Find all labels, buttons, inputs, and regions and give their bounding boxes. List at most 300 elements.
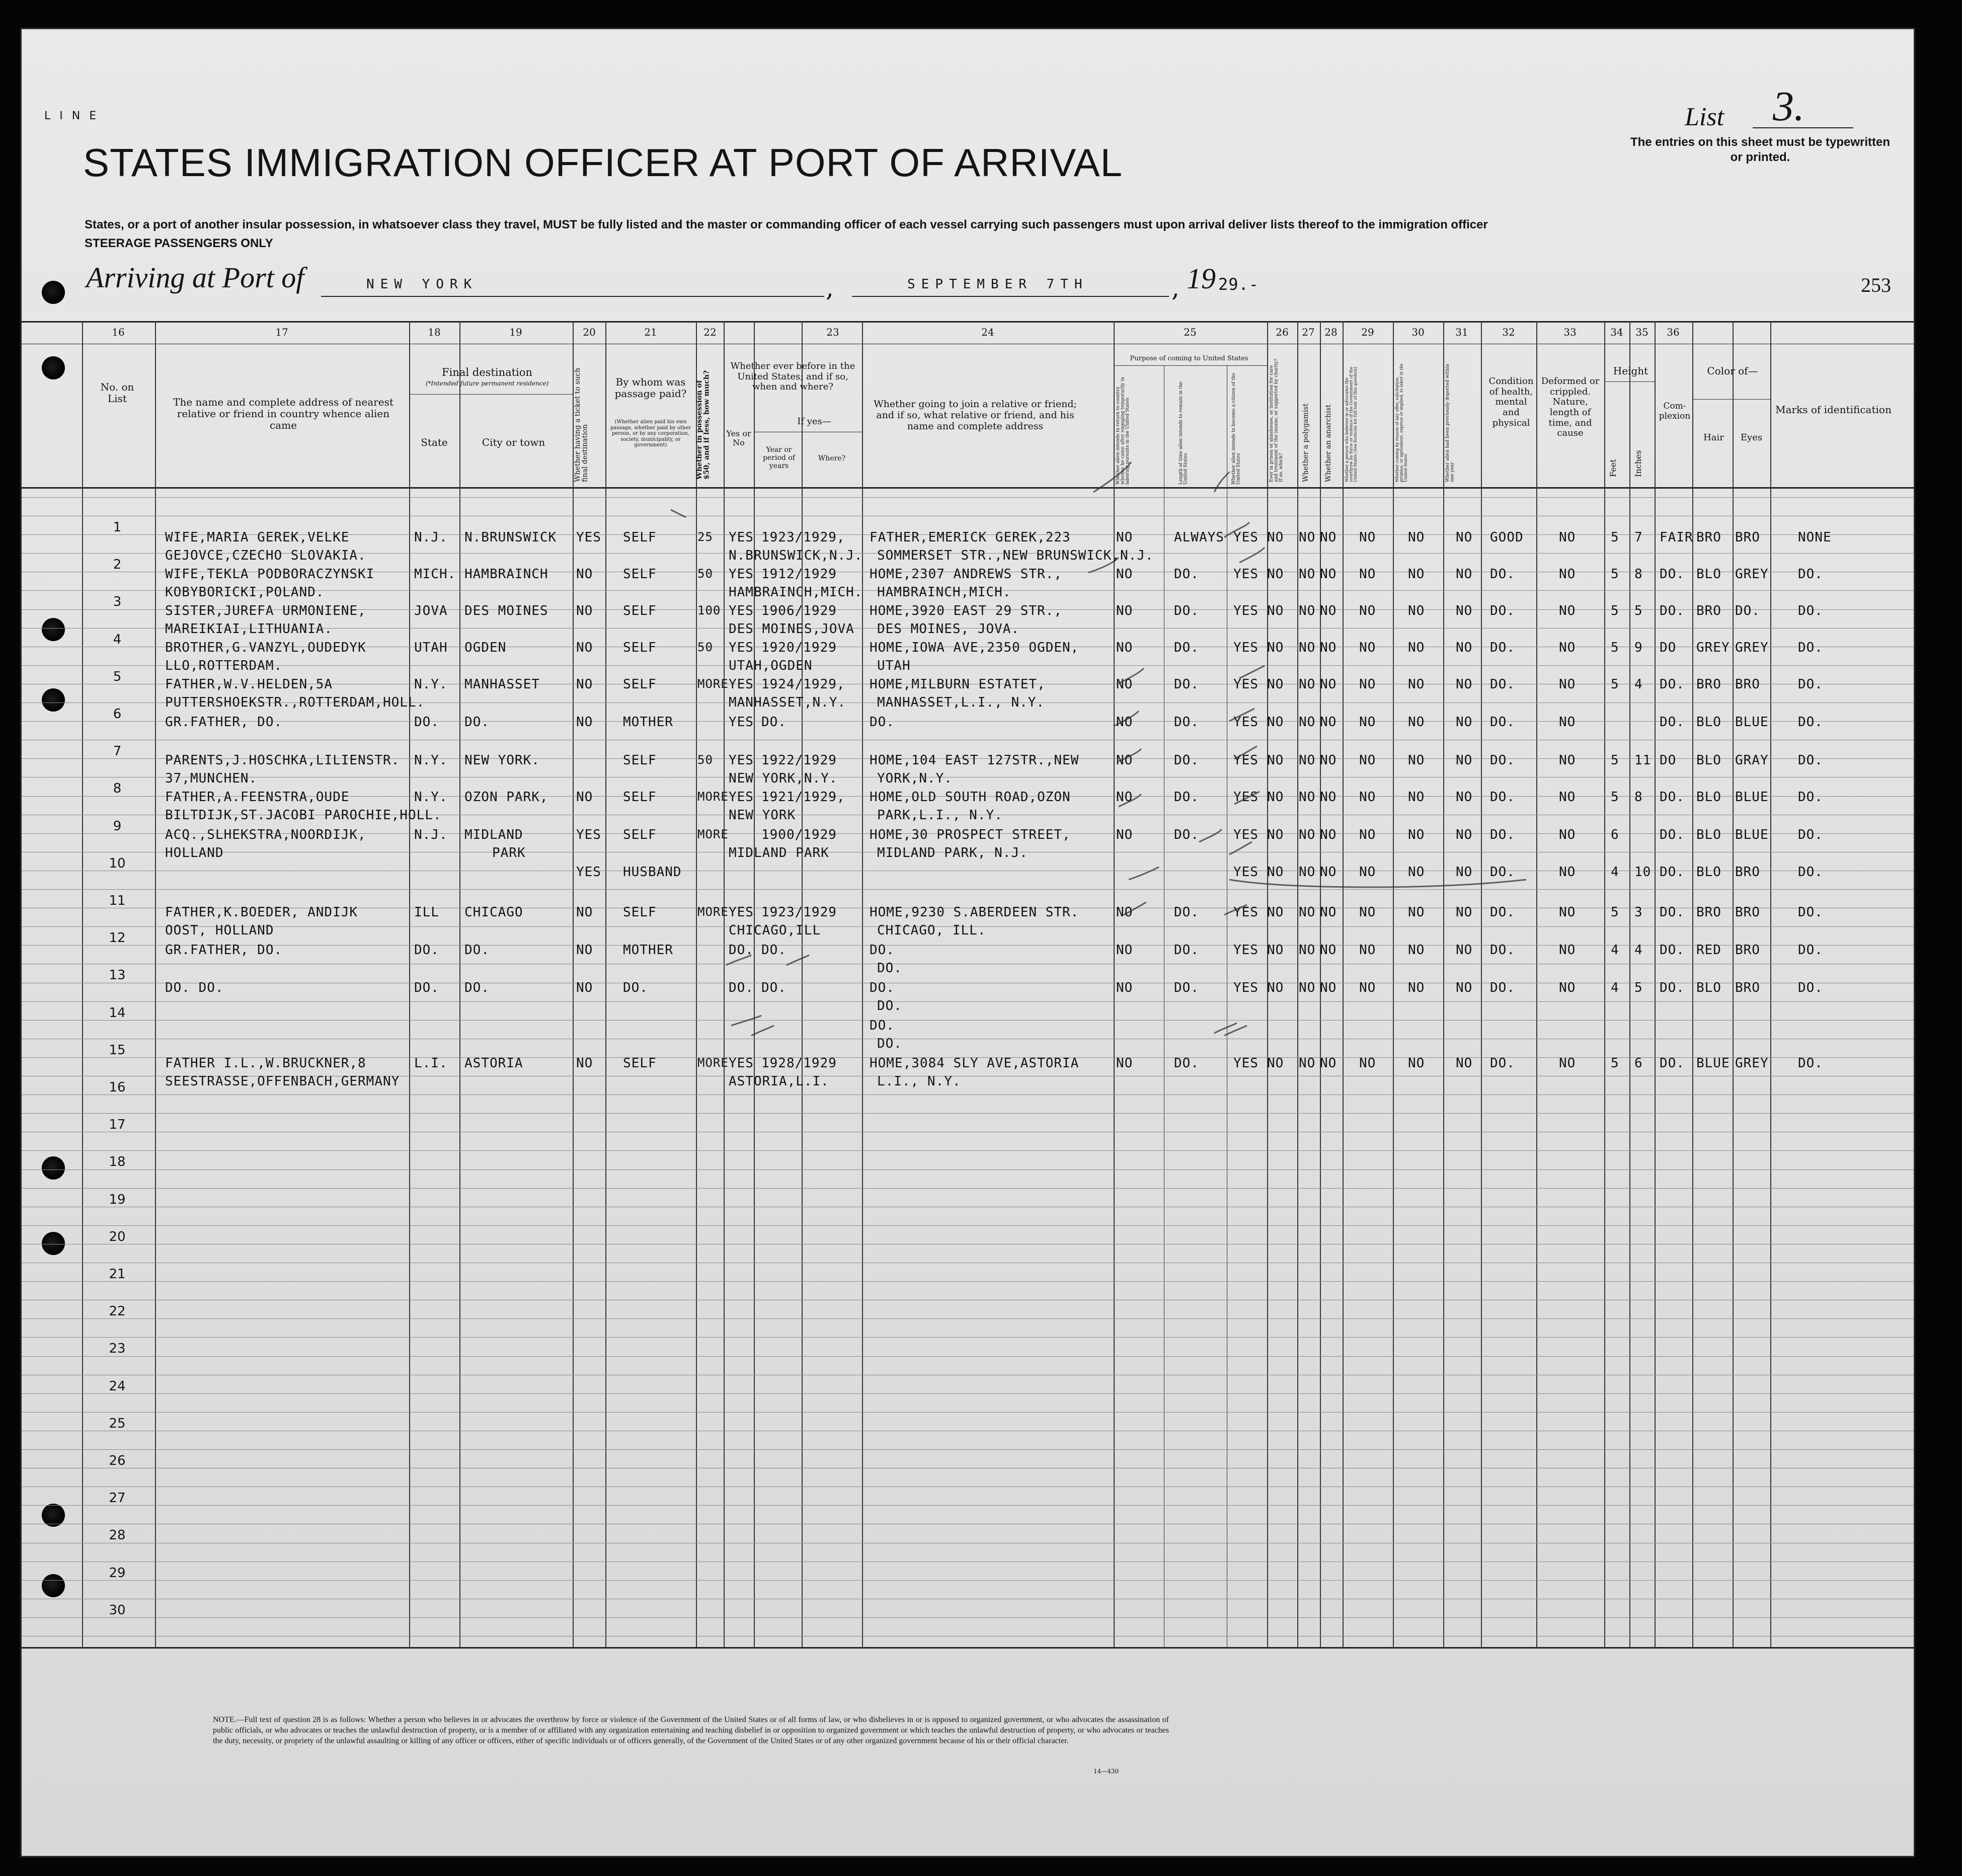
ever-before-value: DO. [729, 980, 754, 995]
destination-city: DO. [464, 943, 490, 958]
destination-city: N.BRUNSWICK [464, 530, 557, 545]
citizen-value: YES [1233, 715, 1259, 730]
column-number: 19 [509, 326, 522, 338]
header-final-destination: Final destination [442, 366, 532, 378]
health-value: DO. [1490, 1056, 1515, 1071]
q29-value: NO [1408, 530, 1425, 545]
deported-value: NO [1456, 790, 1473, 805]
relative-address: SISTER,JUREFA URMONIENE, [165, 603, 366, 618]
joining-value: HOME,2307 ANDREWS STR., [870, 567, 1063, 582]
anarchist-value: NO [1320, 567, 1337, 582]
citizen-value: YES [1233, 1056, 1259, 1071]
destination-city-cont: PARK [492, 845, 526, 861]
row-number: 4 [113, 632, 122, 647]
years-value: DO. [761, 943, 787, 958]
height-inches: 9 [1634, 640, 1643, 655]
destination-city: CHICAGO [464, 905, 523, 920]
row-number: 2 [113, 557, 122, 573]
deported-value: NO [1456, 715, 1473, 730]
joining-value-cont: DO. [877, 961, 902, 976]
deformed-value: NO [1559, 980, 1576, 995]
money-value: 50 [697, 640, 713, 654]
q28-value: NO [1359, 715, 1376, 730]
anarchist-value: NO [1320, 603, 1337, 618]
height-inches: 7 [1634, 530, 1643, 545]
eyes-value: GREY [1735, 1056, 1769, 1071]
header-paid-by: By whom was passage paid? [614, 376, 687, 400]
hair-value: BRO [1696, 905, 1721, 920]
eyes-value: BRO [1735, 677, 1760, 692]
row-number: 15 [109, 1042, 126, 1058]
return-value: NO [1116, 715, 1133, 730]
destination-state: JOVA [414, 603, 448, 618]
column-number: 24 [981, 326, 994, 338]
column-number: 25 [1184, 326, 1197, 338]
height-feet: 4 [1611, 865, 1619, 880]
polygamist-value: NO [1299, 530, 1316, 545]
ticket-value: YES [576, 530, 601, 545]
marks-value: DO. [1798, 905, 1823, 920]
comma: , [1171, 273, 1180, 302]
q29-value: NO [1408, 905, 1425, 920]
length-value: DO. [1174, 677, 1199, 692]
length-value: DO. [1174, 905, 1199, 920]
destination-state: MICH. [414, 567, 456, 582]
hair-value: BLO [1696, 865, 1721, 880]
paid-by-value: HUSBAND [623, 865, 682, 880]
citizen-value: YES [1233, 980, 1259, 995]
deported-value: NO [1456, 640, 1473, 655]
relative-address: FATHER,W.V.HELDEN,5A [165, 677, 333, 692]
return-value: NO [1116, 790, 1133, 805]
joining-value: FATHER,EMERICK GEREK,223 [870, 530, 1071, 545]
joining-value: HOME,9230 S.ABERDEEN STR. [870, 905, 1079, 920]
prison-value: NO [1267, 567, 1284, 582]
destination-city: OGDEN [464, 640, 507, 655]
eyes-value: GREY [1735, 567, 1769, 582]
joining-value-cont: MANHASSET,L.I., N.Y. [877, 695, 1045, 710]
money-value: 25 [697, 530, 713, 544]
return-value: NO [1116, 905, 1133, 920]
complexion-value: DO. [1660, 677, 1685, 692]
eyes-value: BRO [1735, 865, 1760, 880]
money-value: 50 [697, 567, 713, 581]
complexion-value: DO. [1660, 865, 1685, 880]
row-number: 8 [113, 781, 122, 797]
prison-value: NO [1267, 827, 1284, 842]
ever-before-value: YES [729, 790, 754, 805]
column-number: 17 [275, 326, 288, 338]
row-number: 12 [109, 930, 126, 946]
where-value: CHICAGO,ILL [729, 923, 821, 938]
q28-value: NO [1359, 1056, 1376, 1071]
destination-city: DO. [464, 715, 490, 730]
height-feet: 5 [1611, 603, 1619, 618]
anarchist-value: NO [1320, 677, 1337, 692]
destination-state: N.Y. [414, 677, 448, 692]
footnote: NOTE.—Full text of question 28 is as follows: Whether a person who believes in or advocates the overthrow by force or violence of the Government of the United States or of all forms of law, or who disbelieves in or is opposed to organized government, or who advocates the assassination of public officials, or who advocates or teaches the unlawful destruction of property, or is a member of or affiliated with any organization entertaining and teaching disbelief in or opposition to organized government or which teaches the unlawful destruction of property, or who advocates or teaches the duty, necessity, or propriety of the unlawful assaulting or killing of any officer or officers, either of specific individuals or of officers generally, of the Government of the United States or of any other organized government because of his or their official character. [213, 1715, 1169, 1745]
ever-before-value: YES [729, 905, 754, 920]
q28-value: NO [1359, 943, 1376, 958]
q29-value: NO [1408, 943, 1425, 958]
return-value: NO [1116, 530, 1133, 545]
prison-value: NO [1267, 753, 1284, 768]
ticket-value: NO [576, 567, 593, 582]
complexion-value: FAIR [1660, 530, 1693, 545]
header-health: Condition of health, mental and physical [1488, 376, 1534, 428]
money-value: 50 [697, 753, 713, 767]
column-number: 35 [1635, 326, 1649, 338]
destination-city: HAMBRAINCH [464, 567, 548, 582]
q29-value: NO [1408, 790, 1425, 805]
row-number: 1 [113, 520, 122, 535]
destination-state: N.J. [414, 530, 448, 545]
joining-value-cont: DES MOINES, JOVA. [877, 621, 1020, 637]
header-purpose-citizen: Whether alien intends to become a citizen of the United States [1231, 373, 1241, 485]
marks-value: DO. [1798, 943, 1823, 958]
hair-value: BLUE [1696, 1056, 1730, 1071]
header-inches: Inches [1633, 450, 1643, 477]
deported-value: NO [1456, 603, 1473, 618]
citizen-value: YES [1233, 943, 1259, 958]
length-value: DO. [1174, 980, 1199, 995]
q29-value: NO [1408, 865, 1425, 880]
deformed-value: NO [1559, 943, 1576, 958]
return-value: NO [1116, 980, 1133, 995]
anarchist-value: NO [1320, 943, 1337, 958]
return-value: NO [1116, 943, 1133, 958]
height-feet: 5 [1611, 905, 1619, 920]
marks-value: DO. [1798, 567, 1823, 582]
anarchist-value: NO [1320, 865, 1337, 880]
column-number: 26 [1276, 326, 1289, 338]
length-value: DO. [1174, 943, 1199, 958]
money-value: MORE [697, 1056, 729, 1070]
header-ticket: Whether having a ticket to such final destination [574, 367, 589, 482]
where-value: N.BRUNSWICK,N.J. [729, 548, 863, 563]
row-number: 17 [109, 1117, 126, 1133]
list-label: List [1685, 103, 1724, 131]
relative-address: ACQ.,SLHEKSTRA,NOORDIJK, [165, 827, 366, 842]
q28-value: NO [1359, 980, 1376, 995]
health-value: DO. [1490, 905, 1515, 920]
ticket-value: NO [576, 640, 593, 655]
where-value: NEW YORK [729, 808, 796, 823]
polygamist-value: NO [1299, 943, 1316, 958]
q29-value: NO [1408, 567, 1425, 582]
height-inches: 8 [1634, 790, 1643, 805]
joining-value: DO. [870, 980, 895, 995]
form-title: STATES IMMIGRATION OFFICER AT PORT OF ARRIVAL [83, 140, 1123, 185]
money-value: MORE [697, 905, 729, 919]
relative-address: FATHER,A.FEENSTRA,OUDE [165, 790, 350, 805]
paid-by-value: SELF [623, 905, 657, 920]
deported-value: NO [1456, 943, 1473, 958]
q28-value: NO [1359, 603, 1376, 618]
header-year: Year or period of years [763, 446, 795, 471]
row-number: 10 [109, 855, 126, 871]
money-value: MORE [697, 677, 729, 691]
deported-value: NO [1456, 865, 1473, 880]
destination-city: DES MOINES [464, 603, 548, 618]
header-polygamist: Whether a polygamist [1302, 403, 1310, 482]
paid-by-value: MOTHER [623, 943, 673, 958]
complexion-value: DO. [1660, 827, 1685, 842]
destination-city: MANHASSET [464, 677, 540, 692]
column-number: 22 [703, 326, 717, 338]
q29-value: NO [1408, 603, 1425, 618]
deformed-value: NO [1559, 753, 1576, 768]
prison-value: NO [1267, 603, 1284, 618]
destination-city: DO. [464, 980, 490, 995]
destination-state: L.I. [414, 1056, 448, 1071]
destination-state: UTAH [414, 640, 448, 655]
polygamist-value: NO [1299, 865, 1316, 880]
height-feet: 5 [1611, 677, 1619, 692]
length-value: DO. [1174, 753, 1199, 768]
paid-by-value: SELF [623, 827, 657, 842]
length-value: DO. [1174, 1056, 1199, 1071]
row-number: 14 [109, 1005, 126, 1021]
relative-address-cont: KOBYBORICKI,POLAND. [165, 585, 325, 600]
years-value: 1924/1929, [761, 677, 845, 692]
column-number: 27 [1302, 326, 1315, 338]
where-value: UTAH,OGDEN [729, 658, 813, 673]
length-value: DO. [1174, 715, 1199, 730]
where-value: NEW YORK,N.Y. [729, 771, 838, 786]
row-number: 27 [109, 1491, 126, 1506]
citizen-value: YES [1233, 677, 1259, 692]
joining-value-cont: YORK,N.Y. [877, 771, 953, 786]
deformed-value: NO [1559, 677, 1576, 692]
joining-value: HOME,30 PROSPECT STREET, [870, 827, 1071, 842]
relative-address: GR.FATHER, DO. [165, 715, 283, 730]
header-purpose-return: Whether alien intends to return to country whence he came after engaging temporarily in laboring pursuits in the United States [1116, 376, 1130, 485]
year-suffix: 29.- [1218, 275, 1260, 294]
polygamist-value: NO [1299, 715, 1316, 730]
health-value: DO. [1490, 827, 1515, 842]
row-number: 9 [113, 818, 122, 834]
ever-before-value: YES [729, 567, 754, 582]
deformed-value: NO [1559, 790, 1576, 805]
health-value: DO. [1490, 943, 1515, 958]
destination-state: DO. [414, 980, 439, 995]
header-city: City or town [482, 436, 545, 448]
joining-value: DO. [870, 715, 895, 730]
prison-value: NO [1267, 715, 1284, 730]
health-value: DO. [1490, 677, 1515, 692]
marks-value: DO. [1798, 1056, 1823, 1071]
anarchist-value: NO [1320, 980, 1337, 995]
paid-by-value: SELF [623, 530, 657, 545]
length-value: ALWAYS [1174, 530, 1224, 545]
return-value: NO [1116, 640, 1133, 655]
return-value: NO [1116, 827, 1133, 842]
citizen-value: YES [1233, 905, 1259, 920]
where-value: MANHASSET,N.Y. [729, 695, 846, 710]
ticket-value: NO [576, 943, 593, 958]
health-value: DO. [1490, 567, 1515, 582]
prison-value: NO [1267, 677, 1284, 692]
years-value: DO. [761, 980, 787, 995]
header-q28: Whether a person who believes in or advocates the overthrow by force or violence of the Government of the United States (See footnote for full text of this question) [1345, 366, 1358, 482]
health-value: GOOD [1490, 530, 1524, 545]
header-purpose: Purpose of coming to United States [1130, 355, 1248, 362]
joining-value-cont: L.I., N.Y. [877, 1074, 961, 1089]
ever-before-value: YES [729, 603, 754, 618]
length-value: DO. [1174, 790, 1199, 805]
column-number: 18 [428, 326, 441, 338]
q29-value: NO [1408, 640, 1425, 655]
relative-address-cont: HOLLAND [165, 845, 224, 861]
height-feet: 5 [1611, 753, 1619, 768]
year-prefix: 19 [1187, 262, 1216, 295]
joining-value-cont: HAMBRAINCH,MICH. [877, 585, 1011, 600]
relative-address-cont: 37,MUNCHEN. [165, 771, 258, 786]
header-joining: Whether going to join a relative or friend; and if so, what relative or friend, and his name and complete address [874, 399, 1077, 432]
header-final-destination-note: (*Intended future permanent residence) [425, 380, 549, 387]
relative-address: FATHER,K.BOEDER, ANDIJK [165, 905, 358, 920]
header-state: State [421, 436, 448, 448]
relative-address-cont: BILTDIJK,ST.JACOBI PAROCHIE,HOLL. [165, 808, 442, 823]
complexion-value: DO [1660, 753, 1677, 768]
prison-value: NO [1267, 640, 1284, 655]
years-value: 1900/1929 [761, 827, 837, 842]
years-value: 1912/1929 [761, 567, 837, 582]
eyes-value: BRO [1735, 943, 1760, 958]
deformed-value: NO [1559, 640, 1576, 655]
column-number: 28 [1324, 326, 1338, 338]
citizen-value: YES [1233, 827, 1259, 842]
row-number: 7 [113, 744, 122, 759]
anarchist-value: NO [1320, 905, 1337, 920]
q28-value: NO [1359, 865, 1376, 880]
q28-value: NO [1359, 530, 1376, 545]
relative-address: PARENTS,J.HOSCHKA,LILIENSTR. [165, 753, 400, 768]
ticket-value: NO [576, 905, 593, 920]
citizen-value: YES [1233, 640, 1259, 655]
joining-value-cont: PARK,L.I., N.Y. [877, 808, 1003, 823]
polygamist-value: NO [1299, 753, 1316, 768]
header-no-on-list: No. on List [100, 381, 134, 405]
header-prison: Ever in prison or almshouse, or institution for care and treatment of the insane, or supported by charity? If so, which? [1269, 358, 1284, 482]
ticket-value: NO [576, 603, 593, 618]
column-number: 32 [1502, 326, 1515, 338]
hair-value: GREY [1696, 640, 1730, 655]
health-value: DO. [1490, 980, 1515, 995]
length-value: DO. [1174, 640, 1199, 655]
header-feet: Feet [1608, 459, 1618, 477]
header-yes-no: Yes or No [726, 429, 751, 448]
page-number: 253 [1861, 274, 1891, 296]
header-possession: Whether in possession of $50, and if less, how much? [695, 370, 711, 480]
header-ever-before: Whether ever before in the United States; and if so, when and where? [730, 361, 855, 393]
joining-value-cont: CHICAGO, ILL. [877, 923, 986, 938]
marks-value: DO. [1798, 790, 1823, 805]
paid-by-value: SELF [623, 640, 657, 655]
years-value: 1922/1929 [761, 753, 837, 768]
ever-before-value: YES [729, 640, 754, 655]
health-value: DO. [1490, 790, 1515, 805]
header-paid-by-note: (Whether alien paid his own passage, whether paid by other person, or by any corporation, society, municipality, or government) [610, 419, 691, 448]
row-number: 24 [109, 1378, 126, 1394]
hair-value: BLO [1696, 567, 1721, 582]
column-number: 23 [826, 326, 839, 338]
row-number: 29 [109, 1565, 126, 1581]
joining-value-cont: UTAH [877, 658, 911, 673]
height-inches: 10 [1634, 865, 1652, 880]
complexion-value: DO. [1660, 567, 1685, 582]
destination-state: ILL [414, 905, 439, 920]
deported-value: NO [1456, 905, 1473, 920]
q28-value: NO [1359, 567, 1376, 582]
marks-value: DO. [1798, 980, 1823, 995]
header-purpose-length: Length of time alien intends to remain in the United States [1179, 381, 1189, 485]
joining-value: HOME,MILBURN ESTATET, [870, 677, 1046, 692]
row-number: 28 [109, 1528, 126, 1543]
paid-by-value: SELF [623, 1056, 657, 1071]
joining-value: HOME,OLD SOUTH ROAD,OZON [870, 790, 1071, 805]
deformed-value: NO [1559, 1056, 1576, 1071]
return-value: NO [1116, 753, 1133, 768]
q29-value: NO [1408, 753, 1425, 768]
joining-value: DO. [870, 943, 895, 958]
where-value: DES MOINES,JOVA [729, 621, 854, 637]
years-value: DO. [761, 715, 787, 730]
complexion-value: DO. [1660, 790, 1685, 805]
polygamist-value: NO [1299, 905, 1316, 920]
port-value: NEW YORK [366, 277, 478, 292]
relative-address: DO. DO. [165, 980, 224, 995]
row-number: 22 [109, 1304, 126, 1319]
eyes-value: BRO [1735, 980, 1760, 995]
column-number: 31 [1455, 326, 1468, 338]
entries-note: The entries on this sheet must be typewritten or printed. [1630, 135, 1891, 164]
height-inches: 11 [1634, 753, 1652, 768]
q29-value: NO [1408, 1056, 1425, 1071]
line-label: LINE [44, 110, 106, 122]
relative-address: BROTHER,G.VANZYL,OUDEDYK [165, 640, 366, 655]
prison-value: NO [1267, 1056, 1284, 1071]
citizen-value: YES [1233, 790, 1259, 805]
q29-value: NO [1408, 677, 1425, 692]
eyes-value: DO. [1735, 603, 1760, 618]
polygamist-value: NO [1299, 677, 1316, 692]
deformed-value: NO [1559, 567, 1576, 582]
hair-value: RED [1696, 943, 1721, 958]
q28-value: NO [1359, 827, 1376, 842]
marks-value: DO. [1798, 827, 1823, 842]
q29-value: NO [1408, 827, 1425, 842]
prison-value: NO [1267, 905, 1284, 920]
deported-value: NO [1456, 827, 1473, 842]
header-q30: Whether alien had been previously deported within one year [1445, 363, 1455, 482]
health-value: DO. [1490, 753, 1515, 768]
ticket-value: NO [576, 790, 593, 805]
hair-value: BRO [1696, 530, 1721, 545]
paid-by-value: SELF [623, 603, 657, 618]
ever-before-value: YES [729, 753, 754, 768]
destination-state: N.Y. [414, 790, 448, 805]
column-number: 30 [1411, 326, 1425, 338]
marks-value: DO. [1798, 753, 1823, 768]
header-complexion: Com- plexion [1659, 401, 1691, 421]
years-value: 1923/1929, [761, 530, 845, 545]
column-number: 16 [112, 326, 125, 338]
prison-value: NO [1267, 530, 1284, 545]
q28-value: NO [1359, 677, 1376, 692]
anarchist-value: NO [1320, 790, 1337, 805]
